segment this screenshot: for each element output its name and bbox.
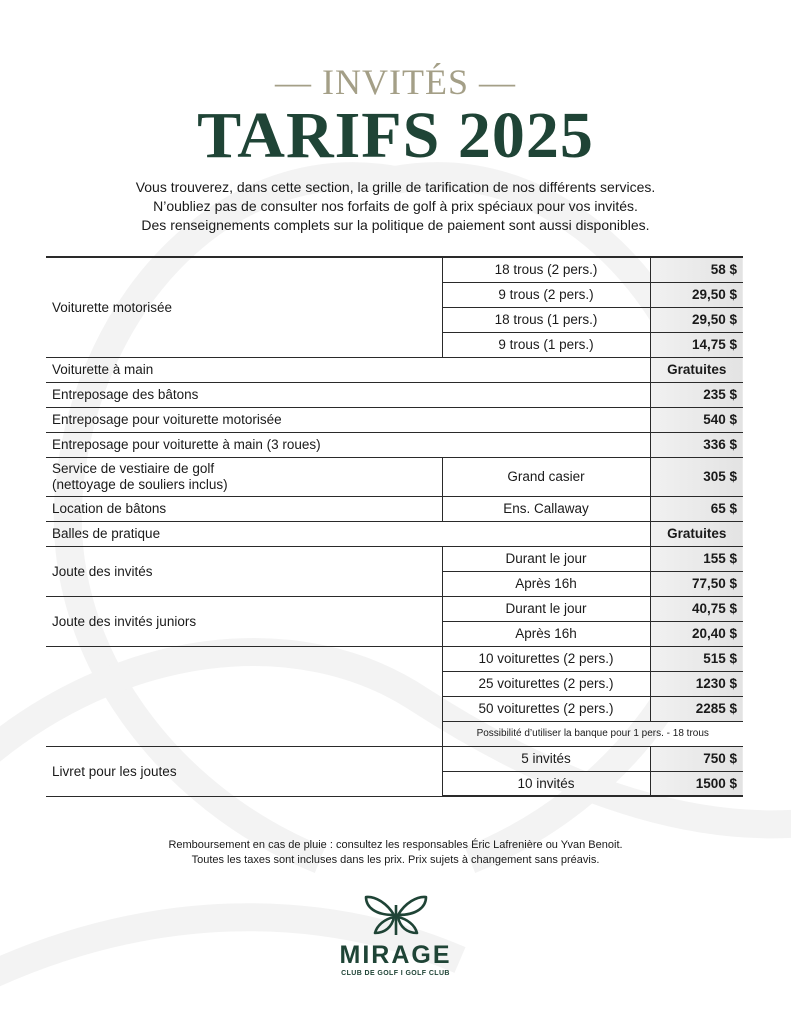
row-option: 9 trous (2 pers.) [442,282,650,307]
brand-subtitle: CLUB DE GOLF I GOLF CLUB [341,970,450,977]
intro-paragraph [60,178,731,235]
row-label-vestiaire [46,457,442,496]
row-option: 5 invités [442,746,650,771]
row-price: 336 $ [650,432,743,457]
footer-notes [60,838,731,868]
row-label-joute-invites: Joute des invités [46,546,442,596]
mirage-logo [330,893,461,977]
table-row [46,357,743,382]
price-table [46,256,743,797]
row-price: Gratuites [650,521,743,546]
row-label-joute-juniors: Joute des invités juniors [46,596,442,646]
row-label-voiturette-motorisee: Voiturette motorisée [46,257,442,357]
row-price: 14,75 $ [650,332,743,357]
row-price: 29,50 $ [650,307,743,332]
row-label-voiturette-main: Voiturette à main [46,357,650,382]
table-row [46,382,743,407]
row-price: Gratuites [650,357,743,382]
row-option: Durant le jour [442,546,650,571]
butterfly-icon [363,893,429,937]
table-row [46,457,743,496]
row-option: Après 16h [442,571,650,596]
row-price: 515 $ [650,646,743,671]
row-price: 235 $ [650,382,743,407]
table-row [46,257,743,282]
row-label-entreposage-batons: Entreposage des bâtons [46,382,650,407]
page-title: TARIFS 2025 [197,99,594,172]
table-row [46,496,743,521]
row-option: 18 trous (2 pers.) [442,257,650,282]
row-label-location: Location de bâtons [46,496,442,521]
table-row [46,646,743,671]
row-price: 65 $ [650,496,743,521]
table-row [46,546,743,571]
row-option: 9 trous (1 pers.) [442,332,650,357]
footer-line: Remboursement en cas de pluie : consultez les responsables Éric Lafrenière ou Yvan Benoit. [168,839,623,851]
row-option: 10 voiturettes (2 pers.) [442,646,650,671]
intro-line: Vous trouverez, dans cette section, la grille de tarification de nos différents services. [135,179,656,195]
row-option: 50 voiturettes (2 pers.) [442,696,650,721]
row-option: Ens. Callaway [442,496,650,521]
row-price: 20,40 $ [650,621,743,646]
row-price: 155 $ [650,546,743,571]
page-kicker: — INVITÉS — [275,62,516,102]
row-price: 305 $ [650,457,743,496]
row-price: 750 $ [650,746,743,771]
row-option: Grand casier [442,457,650,496]
row-option: Après 16h [442,621,650,646]
row-price: 58 $ [650,257,743,282]
row-option: 10 invités [442,771,650,796]
row-price: 1230 $ [650,671,743,696]
row-option: Durant le jour [442,596,650,621]
intro-line: N’oubliez pas de consulter nos forfaits de golf à prix spéciaux pour vos invités. [153,198,638,214]
table-row [46,432,743,457]
row-price: 77,50 $ [650,571,743,596]
row-label-banque [46,646,442,746]
row-label-livret: Livret pour les joutes [46,746,442,796]
banque-note: Possibilité d’utiliser la banque pour 1 pers. - 18 trous [442,721,743,746]
row-label-balles: Balles de pratique [46,521,650,546]
row-option: 18 trous (1 pers.) [442,307,650,332]
table-row [46,746,743,771]
row-price: 2285 $ [650,696,743,721]
row-price: 40,75 $ [650,596,743,621]
row-label-entreposage-motorisee: Entreposage pour voiturette motorisée [46,407,650,432]
row-price: 29,50 $ [650,282,743,307]
table-row [46,407,743,432]
row-label-line: (nettoyage de souliers inclus) [52,476,228,492]
brand-name: MIRAGE [339,941,452,969]
table-row [46,596,743,621]
row-option: 25 voiturettes (2 pers.) [442,671,650,696]
row-price: 1500 $ [650,771,743,796]
row-label-entreposage-main: Entreposage pour voiturette à main (3 roues) [46,432,650,457]
table-row [46,521,743,546]
intro-line: Des renseignements complets sur la politique de paiement sont aussi disponibles. [141,217,650,233]
footer-line: Toutes les taxes sont incluses dans les prix. Prix sujets à changement sans préavis. [191,854,600,866]
row-price: 540 $ [650,407,743,432]
row-label-line: Service de vestiaire de golf [52,460,215,476]
